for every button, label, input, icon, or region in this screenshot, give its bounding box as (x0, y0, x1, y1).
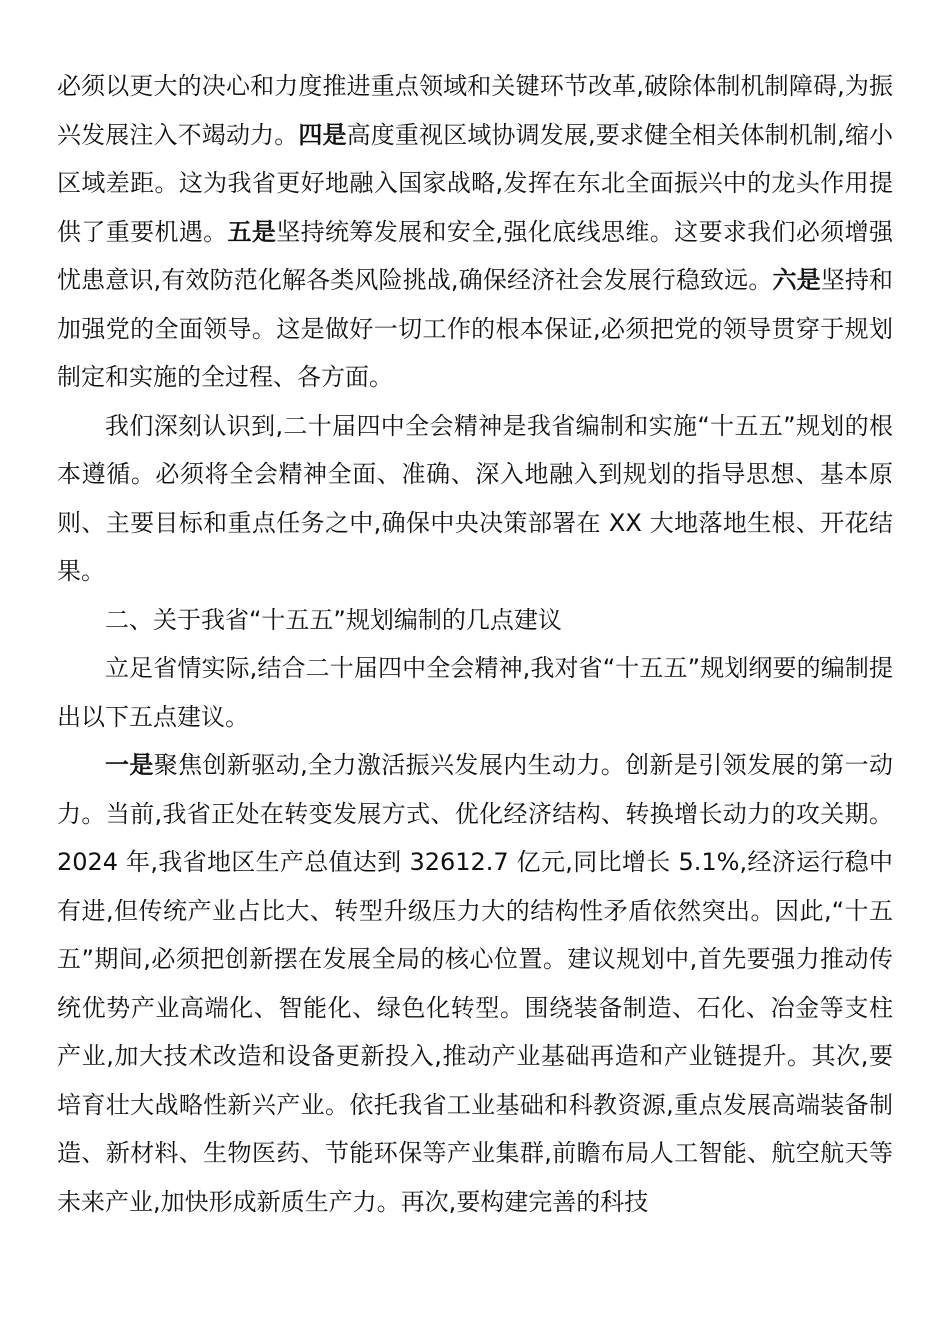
text-segment: 坚持和加强党的全面领导。这是做好一切工作的根本保证,必须把党的领导贯穿于规划制定和实施的全过程、各方面。 (57, 266, 894, 391)
paragraph-suggestion-one (57, 741, 893, 1226)
bold-marker-one: 一是 (105, 751, 154, 779)
section-heading-suggestions (57, 596, 893, 645)
bold-marker-four: 四是 (298, 120, 347, 149)
text-segment: 立足省情实际,结合二十届四中全会精神,我对省“十五五”规划纲要的编制提出以下五点建议。 (57, 654, 893, 731)
text-segment: 聚焦创新驱动,全力激活振兴发展内生动力。创新是引领发展的第一动力。当前,我省正处在转变发展方式、优化经济结构、转换增长动力的攻关期。2024 年,我省地区生产总值达到 32612.7 亿元,同比增长 5.1%,经济运行稳中有进,但传统产业占比大、转型升级压力大的结构性矛盾依然突出。因此,“十五五”期间,必须把创新摆在发展全局的核心位置。建议规划中,首先要强力推动传统优势产业高端化、智能化、绿色化转型。围绕装备制造、石化、冶金等支柱产业,加大技术改造和设备更新投入,推动产业基础再造和产业链提升。其次,要培育壮大战略性新兴产业。依托我省工业基础和科教资源,重点发展高端装备制造、新材料、生物医药、节能环保等产业集群,前瞻布局人工智能、航空航天等未来产业,加快形成新质生产力。再次,要构建完善的科技 (57, 751, 893, 1216)
document-page (57, 62, 893, 1226)
bold-marker-five: 五是 (227, 217, 277, 246)
text-segment: 坚持统筹发展和安全,强化底线思维。这要求我们必须增强忧患意识,有效防范化解各类风险挑战,确保经济社会发展行稳致远。 (57, 217, 893, 294)
paragraph-five-suggestions-intro (57, 644, 893, 741)
paragraph-points-four-to-six (57, 62, 893, 402)
text-segment: 必须以更大的决心和力度推进重点领域和关键环节改革,破除体制机制障碍,为振兴发展注入不竭动力。 (57, 72, 893, 149)
paragraph-plenary-spirit (57, 402, 893, 596)
bold-marker-six: 六是 (772, 266, 821, 294)
text-segment: 我们深刻认识到,二十届四中全会精神是我省编制和实施“十五五”规划的根本遵循。必须将全会精神全面、准确、深入地融入到规划的指导思想、基本原则、主要目标和重点任务之中,确保中央决策部署在 XX 大地落地生根、开花结果。 (57, 411, 893, 585)
text-segment: 高度重视区域协调发展,要求健全相关体制机制,缩小区域差距。这为我省更好地融入国家战略,发挥在东北全面振兴中的龙头作用提供了重要机遇。 (57, 120, 894, 246)
heading-text: 二、关于我省“十五五”规划编制的几点建议 (105, 605, 562, 634)
